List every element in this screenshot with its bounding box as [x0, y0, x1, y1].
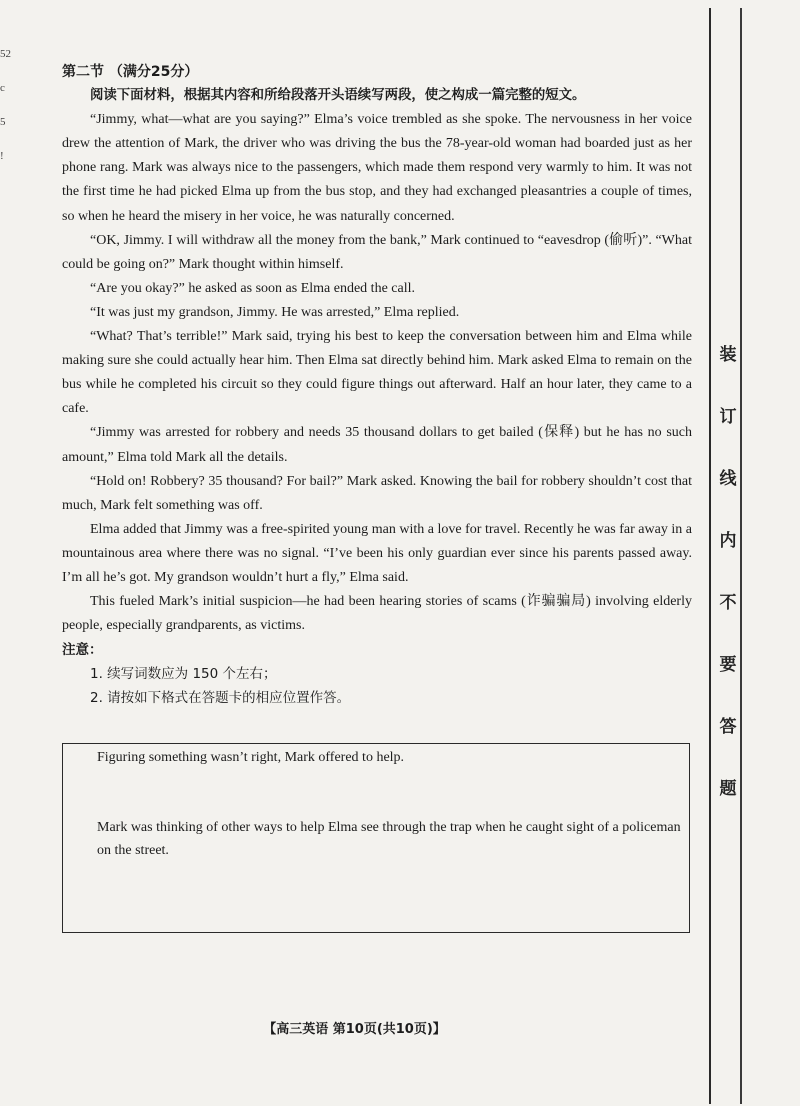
seal-char: 内 — [719, 531, 737, 551]
reading-material — [62, 60, 692, 711]
notes-heading: 注意： — [62, 642, 103, 659]
story-paragraph: “Are you okay?” he asked as soon as Elma ended the call. — [90, 280, 415, 296]
margin-mark: 5 — [0, 116, 6, 128]
note-item: 1. 续写词数应为 150 个左右； — [90, 666, 277, 683]
seal-char: 订 — [719, 407, 737, 427]
story-paragraph: Elma added that Jimmy was a free-spirited young man with a love for travel. Recently he was far away in a mountainous area where there was no signal. “I’ve been his only guardian ever since his parents passed away. I’m all he’s got. My grandson wouldn’t hurt a fly,” Elma said. — [62, 521, 692, 585]
binding-line — [709, 8, 711, 1104]
seal-char: 装 — [719, 345, 737, 365]
seal-char: 要 — [719, 655, 737, 675]
margin-mark: ! — [0, 150, 4, 162]
margin-mark: 52 — [0, 48, 11, 60]
story-paragraph: “OK, Jimmy. I will withdraw all the money from the bank,” Mark continued to “eavesdrop (偷听)”. “What could be going on?” Mark thought within himself. — [62, 232, 692, 272]
binding-seal-text — [713, 345, 743, 841]
seal-char: 题 — [719, 779, 737, 799]
story-paragraph: “What? That’s terrible!” Mark said, trying his best to keep the conversation between him and Elma while making sure she could actually hear him. Then Elma sat directly behind him. Mark asked Elma to remain on the bus while he completed his circuit so they could figure things out afterward. Half an hour later, they came to a cafe. — [62, 329, 692, 417]
notes-section — [62, 638, 692, 710]
section-title: 第二节 （满分25分） — [62, 64, 199, 80]
story-paragraph: This fueled Mark’s initial suspicion—he had been hearing stories of scams (诈骗骗局) involving elderly people, especially grandparents, as victims. — [62, 594, 692, 634]
story-paragraph: “It was just my grandson, Jimmy. He was arrested,” Elma replied. — [90, 304, 460, 320]
story-paragraph: “Jimmy, what—what are you saying?” Elma’s voice trembled as she spoke. The nervousness in her voice drew the attention of Mark, the driver who was driving the bus the 78-year-old woman had boarded just as her phone rang. Mark was always nice to the passengers, which made them respond very warmly to him. It was not the first time he had picked Elma up from the bus stop, and they had exchanged pleasantries a couple of times, so when he heard the misery in her voice, he was naturally concerned. — [62, 112, 692, 224]
note-item: 2. 请按如下格式在答题卡的相应位置作答。 — [90, 690, 351, 707]
story-paragraph: “Hold on! Robbery? 35 thousand? For bail?” Mark asked. Knowing the bail for robbery shouldn’t cost that much, Mark felt something was off. — [62, 473, 692, 513]
seal-char: 线 — [719, 469, 737, 489]
answer-paragraph-2-start: Mark was thinking of other ways to help Elma see through the trap when he caught sight of a policeman on the street. — [97, 820, 681, 858]
seal-char: 不 — [719, 593, 737, 613]
answer-box[interactable] — [62, 743, 690, 933]
left-margin-marks — [0, 48, 20, 184]
section-instruction: 阅读下面材料，根据其内容和所给段落开头语续写两段，使之构成一篇完整的短文。 — [90, 88, 586, 104]
answer-paragraph-1-start: Figuring something wasn’t right, Mark offered to help. — [97, 750, 405, 765]
margin-mark: c — [0, 82, 5, 94]
page-footer: 【高三英语 第10页(共10页)】 — [263, 1022, 446, 1037]
story-paragraph: “Jimmy was arrested for robbery and needs 35 thousand dollars to get bailed (保释) but he has no such amount,” Elma told Mark all the details. — [62, 425, 692, 465]
seal-char: 答 — [719, 717, 737, 737]
